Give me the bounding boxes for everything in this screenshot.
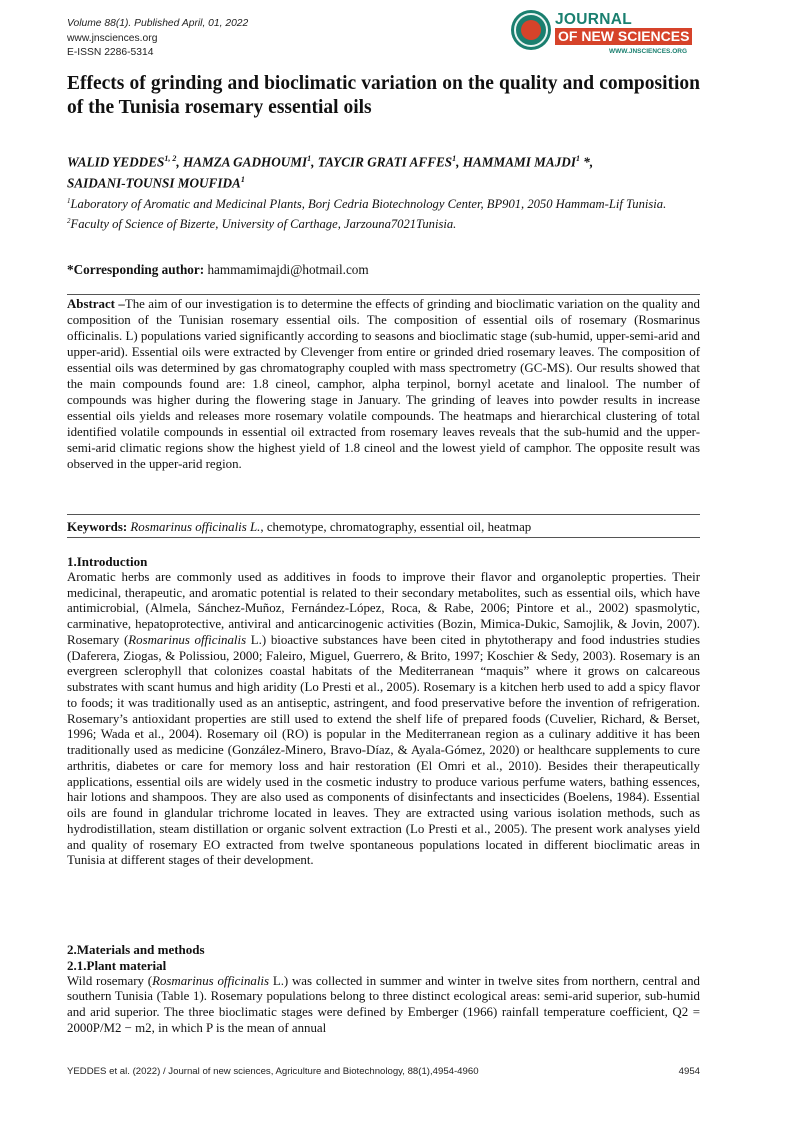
journal-logo (511, 10, 701, 62)
volume-line: Volume 88(1). Published April, 01, 2022 (67, 18, 249, 29)
keywords (67, 519, 700, 535)
logo-text-journal: JOURNAL (555, 11, 633, 28)
issn-line: E-ISSN 2286-5314 (67, 47, 154, 58)
introduction-section (67, 554, 700, 869)
journal-header (67, 17, 248, 61)
introduction-paragraph: Aromatic herbs are commonly used as additives in foods to improve their flavor and organoleptic properties. Their medicinal, therapeutic, and aromatic potential is related to their secondary metabolites, such as essential oils, which have antimicrobial, (Almela, Sánchez-Muñoz, Fernández-López, Roca, & Rabe, 2006; Pintore et al., 2002) spasmolytic, carminative, hepatoprotective, antiviral and anticarcinogenic activities (Bozin, Mimica-Dukic, Samojlik, & Jovin, 2007). Rosemary (Rosmarinus officinalis L.) bioactive substances have been cited in phytotherapy and food industries studies (Daferera, Ziogas, & Polissiou, 2000; Faleiro, Miguel, Guerrero, & Brito, 1997; Koschier & Sedy, 2003). Rosemary is an evergreen sclerophyll that colonizes coastal habitats of the Mediterranean “maquis” where it grows on calcareous substrates with scant humus and high aridity (Lo Presti et al., 2005). Rosemary is a kitchen herb used to add a spicy flavor to foods; it was traditionally used as an antiseptic, astringent, and food preservative before the invention of refrigeration. Rosemary’s antioxidant properties are still used to extend the shelf life of prepared foods (Cuvelier, Richard, & Berset, 1996; Wada et al., 2004). Rosemary oil (RO) is popular in the Mediterranean region as a culinary additive it has been traditionally used as medicine (González-Minero, Bravo-Díaz, & Ayala-Gómez, 2020) or healthcare supplements to cure arthritis, diabetes or care for memory loss and hair restoration (El Omri et al., 2010). Besides their therapeutically applications, essential oils are widely used in the cosmetic industry to produce various perfume waters, bathing essences, hair lotions and shampoos. They are also used as components of disinfectants and insecticides (Boelens, 1984). Essential oils are found in glandular trichrome located in leaves. They are extracted using various isolation methods, such as hydrodistillation, steam distillation or organic solvent extraction (Lo Presti et al., 2005). The present work analyses yield and quality of rosemary EO extracted from twelve spontaneous populations located in different bioclimatic areas in Tunisia at different stages of their development. (67, 569, 700, 868)
footer-citation: YEDDES et al. (2022) / Journal of new sciences, Agriculture and Biotechnology, 88(1),4954-4960 (67, 1066, 479, 1077)
logo-text-new-sciences: OF NEW SCIENCES (555, 28, 692, 45)
page-number: 4954 (678, 1066, 700, 1077)
divider (67, 294, 700, 295)
methods-section (67, 942, 700, 1037)
author-name: SAIDANI-TOUNSI MOUFIDA (67, 175, 241, 191)
corresponding-label: *Corresponding author: (67, 262, 205, 277)
methods-paragraph: Wild rosemary (Rosmarinus officinalis L.) was collected in summer and winter in twelve sites from northern, central and southern Tunisia (Table 1). Rosemary populations belong to three distinct ecological areas: semi-arid superior, sub-humid and arid superior. The three bioclimatic stages were defined by Emberger (1966) rainfall temperature coefficient, Q2 = 2000P/M2 − m2, in which P is the mean of annual (67, 973, 701, 1035)
abstract-text: The aim of our investigation is to determine the effects of grinding and bioclimatic variation on the quality and composition of the Tunisian rosemary essential oils. The composition of essential oils of rosemary (Rosmarinus officinalis. L) populations varied significantly according to seasons and bioclimatic stage (sub-humid, upper-semi-arid and upper-arid). Essential oils were extracted by Clevenger from entire or grinded dried rosemary leaves. The composition of essential oils was determined by gas chromatography coupled with mass spectrometry (GC-MS). Our results showed that the main compounds found are: 1.8 cineol, camphor, alpha terpinol, bornyl acetate and linalool. The number of compounds was higher during the flowering stage in January. The grinding of leaves into powder results in increase essential oils yields and releases more rosemary volatile compounds. The heatmaps and hierarchical clustering of total identified volatile compounds in essential oil extracted from rosemary leaves reveals that the sub-humid and the upper-semi-arid climatic regions show the highest yield of 1.8 cineol and the lowest yield of camphor. The opposite result was observed in the upper-arid region. (67, 297, 700, 471)
section-heading-methods: 2.Materials and methods (67, 942, 205, 957)
affiliation-2: $^2$Faculty of Science of Bizerte, University of Carthage, Jarzouna7021Tunisia. (67, 217, 457, 232)
affiliation-1: $^1$Laboratory of Aromatic and Medicinal Plants, Borj Cedria Biotechnology Center, BP901, 2050 Hammam-Lif Tunisia. (67, 197, 667, 212)
divider (67, 537, 700, 538)
corresponding-author (67, 262, 369, 278)
website-line: www.jnsciences.org (67, 32, 158, 44)
corresponding-email[interactable]: hammamimajdi@hotmail.com (207, 262, 369, 277)
keywords-label: Keywords: (67, 520, 128, 534)
author-name: WALID YEDDES (67, 154, 165, 170)
divider (67, 514, 700, 515)
logo-url: WWW.JNSCIENCES.ORG (609, 48, 688, 55)
keywords-list: , chemotype, chromatography, essential oil, heatmap (260, 520, 532, 534)
paper-title: Effects of grinding and bioclimatic variation on the quality and composition of the Tunisia rosemary essential oils (67, 73, 700, 118)
keyword-species: Rosmarinus officinalis L. (130, 520, 261, 534)
author-name: HAMMAMI MAJDI (462, 154, 576, 170)
abstract-label: Abstract – (67, 297, 125, 311)
logo-emblem-icon (511, 10, 551, 50)
abstract (67, 297, 700, 472)
page-footer (67, 1066, 700, 1077)
author-list: WALID YEDDES$^{1, 2}$, HAMZA GADHOUMI$^1$, TAYCIR GRATI AFFES$^1$, HAMMAMI MAJDI$^1$ *, SAIDANI-TOUNSI MOUFIDA$^1$ (67, 154, 594, 191)
author-name: HAMZA GADHOUMI (182, 154, 308, 170)
section-heading-introduction: 1.Introduction (67, 554, 148, 569)
author-name: TAYCIR GRATI AFFES (317, 154, 453, 170)
affiliations (67, 193, 700, 233)
subsection-heading-plant-material: 2.1.Plant material (67, 957, 167, 973)
